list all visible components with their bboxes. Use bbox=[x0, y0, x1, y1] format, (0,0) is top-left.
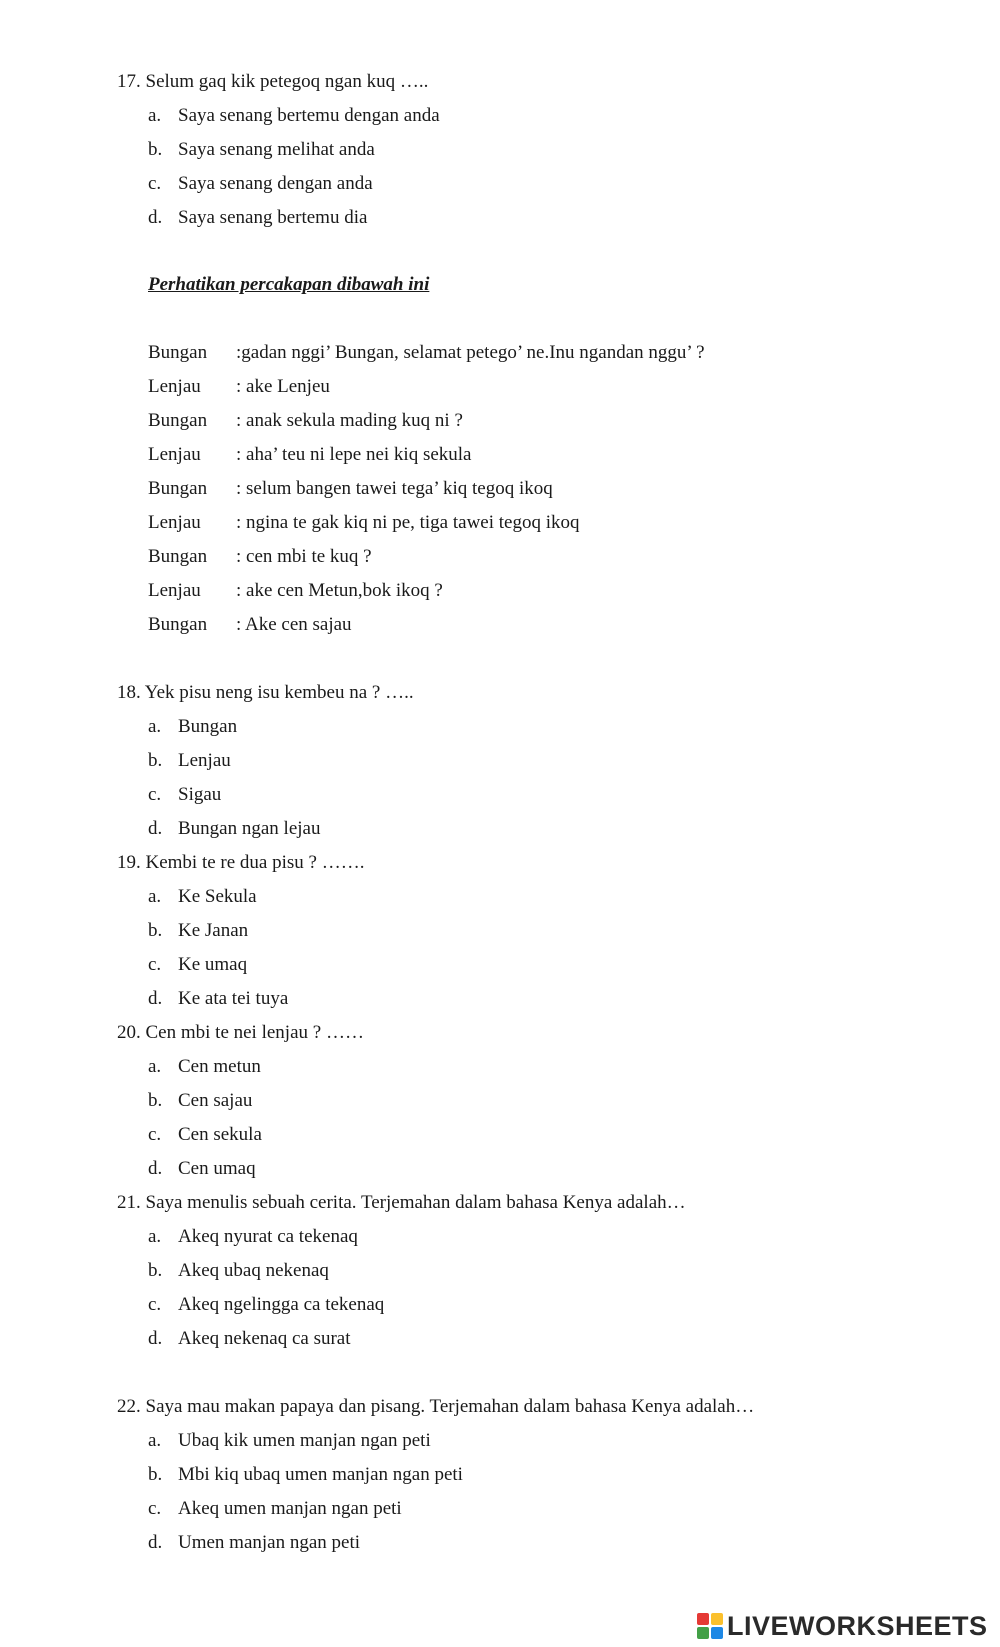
speaker-name: Bungan bbox=[148, 546, 208, 567]
question-19: 19. Kembi te re dua pisu ? ……. bbox=[117, 852, 365, 873]
logo-square-icon bbox=[697, 1613, 709, 1625]
option-text: Lenjau bbox=[178, 750, 231, 771]
utterance: : cen mbi te kuq ? bbox=[236, 546, 372, 567]
option-letter: a. bbox=[148, 716, 162, 737]
utterance: : anak sekula mading kuq ni ? bbox=[236, 410, 463, 431]
speaker-name: Lenjau bbox=[148, 580, 201, 601]
option-letter: d. bbox=[148, 1158, 163, 1179]
utterance: :gadan nggi’ Bungan, selamat petego’ ne.Inu ngandan nggu’ ? bbox=[236, 342, 705, 363]
option-letter: b. bbox=[148, 1464, 163, 1485]
option-text: Cen umaq bbox=[178, 1158, 256, 1179]
option-text: Ubaq kik umen manjan ngan peti bbox=[178, 1430, 431, 1451]
question-20: 20. Cen mbi te nei lenjau ? …… bbox=[117, 1022, 364, 1043]
option-text: Cen sajau bbox=[178, 1090, 253, 1111]
option-text: Ke Janan bbox=[178, 920, 249, 941]
speaker-name: Lenjau bbox=[148, 444, 201, 465]
utterance: : ngina te gak kiq ni pe, tiga tawei tegoq ikoq bbox=[236, 512, 580, 533]
option-letter: a. bbox=[148, 1056, 162, 1077]
option-letter: c. bbox=[148, 954, 162, 975]
option-letter: d. bbox=[148, 207, 163, 228]
logo-square-icon bbox=[711, 1613, 723, 1625]
option-text: Akeq nekenaq ca surat bbox=[178, 1328, 351, 1349]
option-text: Sigau bbox=[178, 784, 222, 805]
question-17: 17. Selum gaq kik petegoq ngan kuq ….. bbox=[117, 71, 429, 92]
question-18: 18. Yek pisu neng isu kembeu na ? ….. bbox=[117, 682, 414, 703]
option-letter: c. bbox=[148, 1498, 162, 1519]
option-text: Bungan bbox=[178, 716, 238, 737]
dialogue-heading: Perhatikan percakapan dibawah ini bbox=[148, 274, 430, 295]
logo-mark-icon bbox=[697, 1613, 723, 1639]
speaker-name: Lenjau bbox=[148, 376, 201, 397]
utterance: : selum bangen tawei tega’ kiq tegoq ikoq bbox=[236, 478, 553, 499]
option-letter: d. bbox=[148, 1328, 163, 1349]
option-letter: d. bbox=[148, 1532, 163, 1553]
speaker-name: Lenjau bbox=[148, 512, 201, 533]
option-letter: b. bbox=[148, 920, 163, 941]
logo-square-icon bbox=[697, 1627, 709, 1639]
question-21: 21. Saya menulis sebuah cerita. Terjemahan dalam bahasa Kenya adalah… bbox=[117, 1192, 686, 1213]
option-text: Bungan ngan lejau bbox=[178, 818, 321, 839]
option-letter: b. bbox=[148, 750, 163, 771]
option-letter: d. bbox=[148, 818, 163, 839]
option-text: Umen manjan ngan peti bbox=[178, 1532, 361, 1553]
utterance: : ake Lenjeu bbox=[236, 376, 330, 397]
speaker-name: Bungan bbox=[148, 410, 208, 431]
option-text: Ke umaq bbox=[178, 954, 248, 975]
option-letter: a. bbox=[148, 1226, 162, 1247]
speaker-name: Bungan bbox=[148, 614, 208, 635]
logo-square-icon bbox=[711, 1627, 723, 1639]
option-text: Cen sekula bbox=[178, 1124, 262, 1145]
option-letter: b. bbox=[148, 1260, 163, 1281]
option-letter: c. bbox=[148, 1124, 162, 1145]
utterance: : aha’ teu ni lepe nei kiq sekula bbox=[236, 444, 472, 465]
speaker-name: Bungan bbox=[148, 342, 208, 363]
option-text: Saya senang bertemu dengan anda bbox=[178, 105, 440, 126]
option-text: Saya senang dengan anda bbox=[178, 173, 373, 194]
logo-text: LIVEWORKSHEETS bbox=[727, 1610, 988, 1641]
question-22: 22. Saya mau makan papaya dan pisang. Terjemahan dalam bahasa Kenya adalah… bbox=[117, 1396, 755, 1417]
option-text: Saya senang bertemu dia bbox=[178, 207, 368, 228]
option-text: Akeq ngelingga ca tekenaq bbox=[178, 1294, 385, 1315]
option-text: Saya senang melihat anda bbox=[178, 139, 375, 160]
option-text: Akeq ubaq nekenaq bbox=[178, 1260, 329, 1281]
option-text: Ke ata tei tuya bbox=[178, 988, 289, 1009]
liveworksheets-logo[interactable] bbox=[697, 1611, 988, 1641]
speaker-name: Bungan bbox=[148, 478, 208, 499]
option-letter: d. bbox=[148, 988, 163, 1009]
option-letter: c. bbox=[148, 1294, 162, 1315]
option-letter: b. bbox=[148, 1090, 163, 1111]
option-letter: c. bbox=[148, 784, 162, 805]
option-letter: a. bbox=[148, 886, 162, 907]
option-text: Cen metun bbox=[178, 1056, 261, 1077]
utterance: : ake cen Metun,bok ikoq ? bbox=[236, 580, 443, 601]
option-text: Akeq umen manjan ngan peti bbox=[178, 1498, 402, 1519]
option-letter: a. bbox=[148, 1430, 162, 1451]
option-letter: c. bbox=[148, 173, 162, 194]
utterance: : Ake cen sajau bbox=[236, 614, 352, 635]
option-letter: a. bbox=[148, 105, 162, 126]
option-text: Mbi kiq ubaq umen manjan ngan peti bbox=[178, 1464, 463, 1485]
option-letter: b. bbox=[148, 139, 163, 160]
option-text: Akeq nyurat ca tekenaq bbox=[178, 1226, 358, 1247]
option-text: Ke Sekula bbox=[178, 886, 257, 907]
